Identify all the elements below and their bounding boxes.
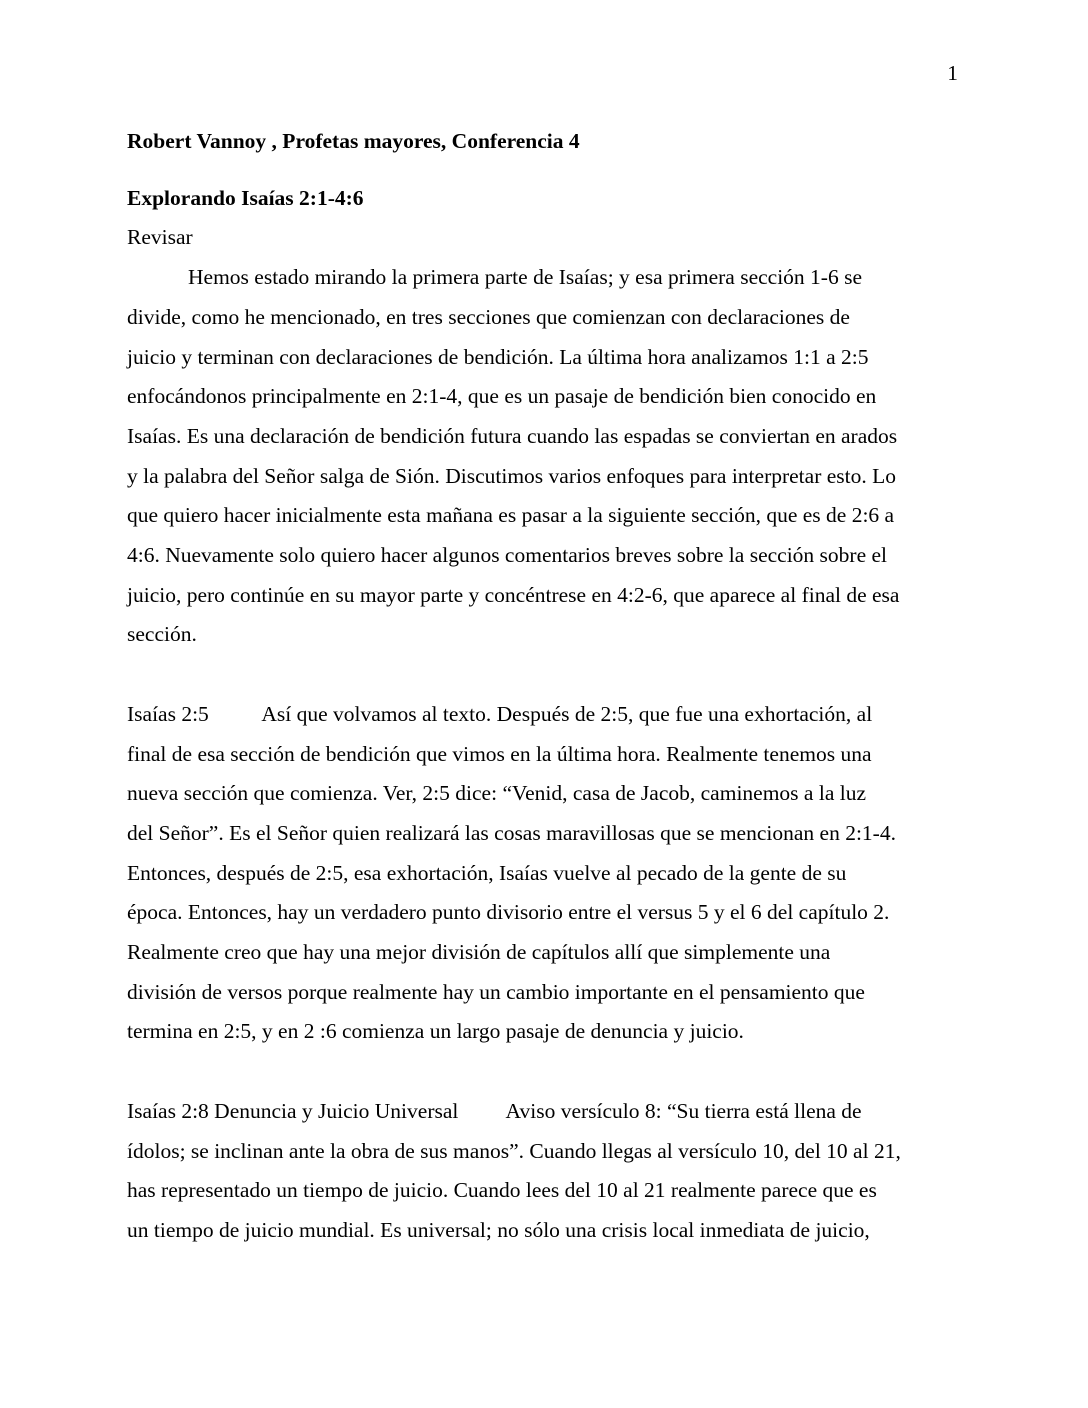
text-line: juicio y terminan con declaraciones de bendición. La última hora analizamos 1:1 a 2:5: [127, 344, 869, 369]
text-line: has representado un tiempo de juicio. Cuando lees del 10 al 21 realmente parece que es: [127, 1178, 877, 1203]
text-line: Isaías. Es una declaración de bendición futura cuando las espadas se conviertan en arados: [127, 423, 898, 448]
text-line: juicio, pero continúe en su mayor parte y concéntrese en 4:2-6, que aparece al final de esa: [127, 582, 900, 607]
text-line: Isaías 2:5 Así que volvamos al texto. Después de 2:5, que fue una exhortación, al: [127, 701, 873, 726]
page-number: 1: [947, 61, 958, 85]
document-title: Robert Vannoy , Profetas mayores, Conferencia 4: [127, 129, 580, 153]
paragraph-isaiah-2-5: [127, 695, 1037, 1052]
text-line: Isaías 2:8 Denuncia y Juicio Universal Aviso versículo 8: “Su tierra está llena de: [127, 1098, 862, 1123]
text-line: termina en 2:5, y en 2 :6 comienza un largo pasaje de denuncia y juicio.: [127, 1019, 744, 1044]
text-line: Realmente creo que hay una mejor división de capítulos allí que simplemente una: [127, 940, 831, 965]
text-line: enfocándonos principalmente en 2:1-4, que es un pasaje de bendición bien conocido en: [127, 384, 877, 409]
section-heading: Explorando Isaías 2:1-4:6: [127, 185, 364, 210]
text-line: 4:6. Nuevamente solo quiero hacer algunos comentarios breves sobre la sección sobre el: [127, 543, 888, 568]
subheading-revisar: Revisar: [127, 225, 193, 250]
text-line: divide, como he mencionado, en tres secciones que comienzan con declaraciones de: [127, 304, 850, 329]
text-line: Hemos estado mirando la primera parte de Isaías; y esa primera sección 1-6 se: [188, 265, 863, 290]
paragraph-review: [127, 258, 1037, 655]
document-content: [127, 0, 1037, 1251]
text-line: un tiempo de juicio mundial. Es universal; no sólo una crisis local inmediata de juicio,: [127, 1217, 870, 1242]
text-line: y la palabra del Señor salga de Sión. Discutimos varios enfoques para interpretar esto. Lo: [127, 463, 896, 488]
text-line: Entonces, después de 2:5, esa exhortación, Isaías vuelve al pecado de la gente de su: [127, 860, 847, 885]
paragraph-isaiah-2-8: [127, 1092, 1037, 1251]
text-line: época. Entonces, hay un verdadero punto divisorio entre el versus 5 y el 6 del capítulo 2.: [127, 900, 890, 925]
text-line: ídolos; se inclinan ante la obra de sus manos”. Cuando llegas al versículo 10, del 10 al 21,: [127, 1138, 901, 1163]
text-line: que quiero hacer inicialmente esta mañana es pasar a la siguiente sección, que es de 2:6 a: [127, 503, 895, 528]
text-line: sección.: [127, 622, 197, 647]
text-line: final de esa sección de bendición que vimos en la última hora. Realmente tenemos una: [127, 741, 872, 766]
text-line: nueva sección que comienza. Ver, 2:5 dice: “Venid, casa de Jacob, caminemos a la luz: [127, 781, 866, 806]
text-line: del Señor”. Es el Señor quien realizará las cosas maravillosas que se mencionan en 2:1-4.: [127, 820, 896, 845]
text-line: división de versos porque realmente hay un cambio importante en el pensamiento que: [127, 979, 865, 1004]
